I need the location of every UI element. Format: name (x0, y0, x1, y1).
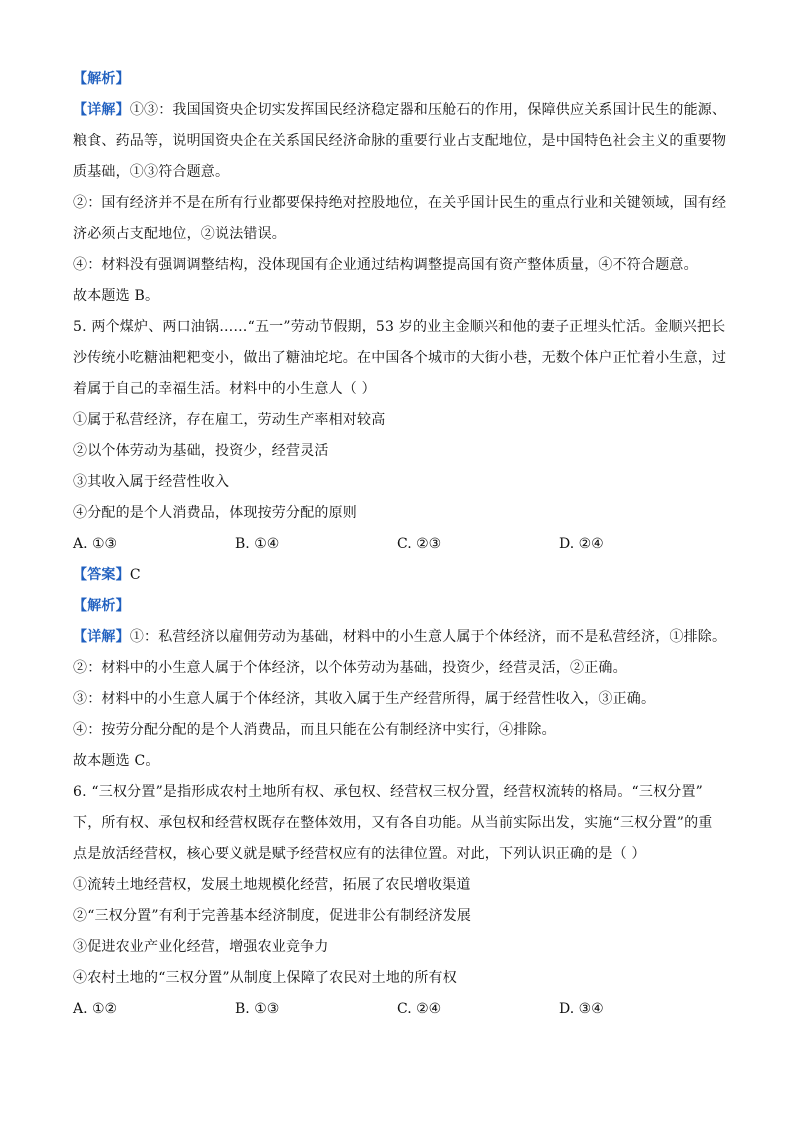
explanation-line: 济必须占支配地位，②说法错误。 (73, 226, 286, 242)
answer-options (73, 529, 723, 560)
option-b: B. ①④ (235, 536, 280, 552)
answer-line (73, 560, 723, 591)
explanation-line: 粮食、药品等，说明国资央企在关系国民经济命脉的重要行业占支配地位，是中国特色社会主义的重要物 (73, 133, 727, 149)
document-page (73, 64, 727, 1025)
explanation-line: ②：材料中的小生意人属于个体经济，以个体劳动为基础，投资少，经营灵活，②正确。 (73, 660, 627, 676)
statement-item: ③其收入属于经营性收入 (73, 474, 230, 490)
explanation-line: ②：国有经济并不是在所有行业都要保持绝对控股地位，在关乎国计民生的重点行业和关键领域，国有经 (73, 195, 727, 211)
statement-item: ②“三权分置”有利于完善基本经济制度，促进非公有制经济发展 (73, 908, 472, 924)
option-d: D. ②④ (559, 536, 604, 552)
statement-item: ①属于私营经济，存在雇工，劳动生产率相对较高 (73, 412, 386, 428)
conclusion-text: 故本题选 B。 (73, 288, 160, 304)
option-c: C. ②③ (397, 536, 442, 552)
option-a: A. ①② (73, 1001, 118, 1017)
explanation-text: ①：私营经济以雇佣劳动为基础，材料中的小生意人属于个体经济，而不是私营经济，①排除。 (129, 629, 727, 645)
explanation-text: ①③：我国国资央企切实发挥国民经济稳定器和压舱石的作用，保障供应关系国计民生的能源、 (129, 102, 727, 118)
explanation-line: 质基础，①③符合题意。 (73, 164, 230, 180)
option-d: D. ③④ (559, 1001, 604, 1017)
answer-value: C (129, 567, 141, 583)
statement-item: ④农村土地的“三权分置”从制度上保障了农民对土地的所有权 (73, 970, 457, 986)
question-stem: 点是放活经营权，核心要义就是赋予经营权应有的法律位置。对此，下列认识正确的是（ ） (73, 846, 646, 862)
detail-tag: 【详解】 (73, 102, 130, 118)
answer-tag: 【答案】 (73, 567, 130, 583)
detail-tag: 【详解】 (73, 629, 130, 645)
explanation-line: ③：材料中的小生意人属于个体经济，其收入属于生产经营所得，属于经营性收入，③正确。 (73, 691, 656, 707)
option-a: A. ①③ (73, 536, 118, 552)
answer-options (73, 994, 723, 1025)
statement-item: ②以个体劳动为基础，投资少，经营灵活 (73, 443, 329, 459)
explanation-line: ④：按劳分配分配的是个人消费品，而且只能在公有制经济中实行，④排除。 (73, 722, 556, 738)
explanation-line (73, 95, 727, 126)
question-stem: 沙传统小吃糖油粑粑变小，做出了糖油坨坨。在中国各个城市的大街小巷，无数个体户正忙着小生意，过 (73, 350, 727, 366)
analysis-tag: 【解析】 (73, 598, 130, 614)
explanation-line: ④：材料没有强调调整结构，没体现国有企业通过结构调整提高国有资产整体质量，④不符合题意。 (73, 257, 698, 273)
option-c: C. ②④ (397, 1001, 442, 1017)
statement-item: ③促进农业产业化经营，增强农业竞争力 (73, 939, 329, 955)
question-stem: 着属于自己的幸福生活。材料中的小生意人（ ） (73, 381, 376, 397)
question-stem: 5. 两个煤炉、两口油锅……“五一”劳动节假期，53 岁的业主金顺兴和他的妻子正埋头忙活。金顺兴把长 (73, 319, 726, 335)
question-stem: 6. “三权分置”是指形成农村土地所有权、承包权、经营权三权分置，经营权流转的格局。“三权分置” (73, 784, 704, 800)
analysis-tag: 【解析】 (73, 71, 130, 87)
statement-item: ①流转土地经营权，发展土地规模化经营，拓展了农民增收渠道 (73, 877, 471, 893)
question-stem: 下，所有权、承包权和经营权既存在整体效用，又有各自功能。从当前实际出发，实施“三权分置”的重 (73, 815, 713, 831)
conclusion-text: 故本题选 C。 (73, 753, 160, 769)
option-b: B. ①③ (235, 1001, 280, 1017)
statement-item: ④分配的是个人消费品，体现按劳分配的原则 (73, 505, 357, 521)
explanation-line (73, 622, 727, 653)
